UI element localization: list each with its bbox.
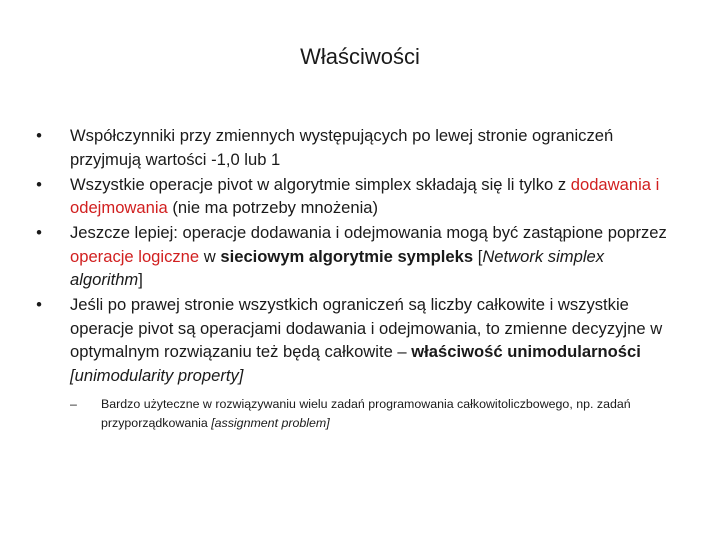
text-segment: Wszystkie operacje pivot w algorytmie simplex składają się li tylko z — [70, 174, 571, 194]
text-segment: w — [199, 246, 221, 266]
sub-bullet-list — [70, 395, 670, 432]
bullet-marker: • — [36, 223, 42, 242]
bullet-item — [30, 221, 670, 292]
text-segment: Network simplex algorithm — [70, 246, 605, 289]
highlighted-text: operacje logiczne — [70, 246, 200, 266]
text-segment: sieciowym algorytmie sympleks — [220, 246, 474, 266]
text-segment: (nie ma potrzeby mnożenia) — [167, 198, 379, 217]
bullet-item — [30, 293, 670, 432]
bullet-marker: • — [36, 174, 42, 194]
text-segment: [ — [473, 246, 483, 266]
bullet-marker: • — [36, 126, 42, 145]
slide-title: Właściwości — [300, 44, 420, 69]
slide-content — [30, 124, 670, 434]
bullet-item — [30, 173, 670, 220]
text-segment: Bardzo użyteczne w rozwiązywaniu wielu zadań programowania całkowitoliczbowego, np. zadań przyporządkowania — [101, 397, 631, 430]
text-segment: [assignment problem] — [211, 415, 330, 430]
highlighted-text: dodawania i odejmowania — [70, 174, 660, 217]
text-segment: właściwość unimodularności — [411, 342, 641, 361]
text-segment: ] — [138, 270, 143, 289]
sub-bullet-text — [101, 397, 631, 430]
bullet-list — [30, 124, 670, 432]
sub-bullet-item — [70, 395, 670, 432]
text-segment: [unimodularity property] — [70, 365, 244, 385]
bullet-text — [70, 223, 667, 289]
bullet-text — [70, 126, 613, 169]
bullet-text — [70, 175, 659, 218]
text-segment: Jeszcze lepiej: operacje dodawania i odejmowania mogą być zastąpione poprzez — [70, 223, 667, 242]
bullet-marker: • — [36, 295, 42, 314]
text-segment: Jeśli po prawej stronie wszystkich ograniczeń są liczby całkowite i wszystkie operacje pivot są operacjami dodawania i odejmowania, to zmienne decyzyjne w optymalnym rozwiązaniu też będą całkowite – — [70, 295, 663, 361]
bullet-item — [30, 124, 670, 171]
text-segment: Współczynniki przy zmiennych występujących po lewej stronie ograniczeń przyjmują wartości -1,0 lub 1 — [70, 126, 614, 169]
sub-bullet-marker: – — [70, 397, 77, 411]
bullet-text — [70, 295, 662, 385]
